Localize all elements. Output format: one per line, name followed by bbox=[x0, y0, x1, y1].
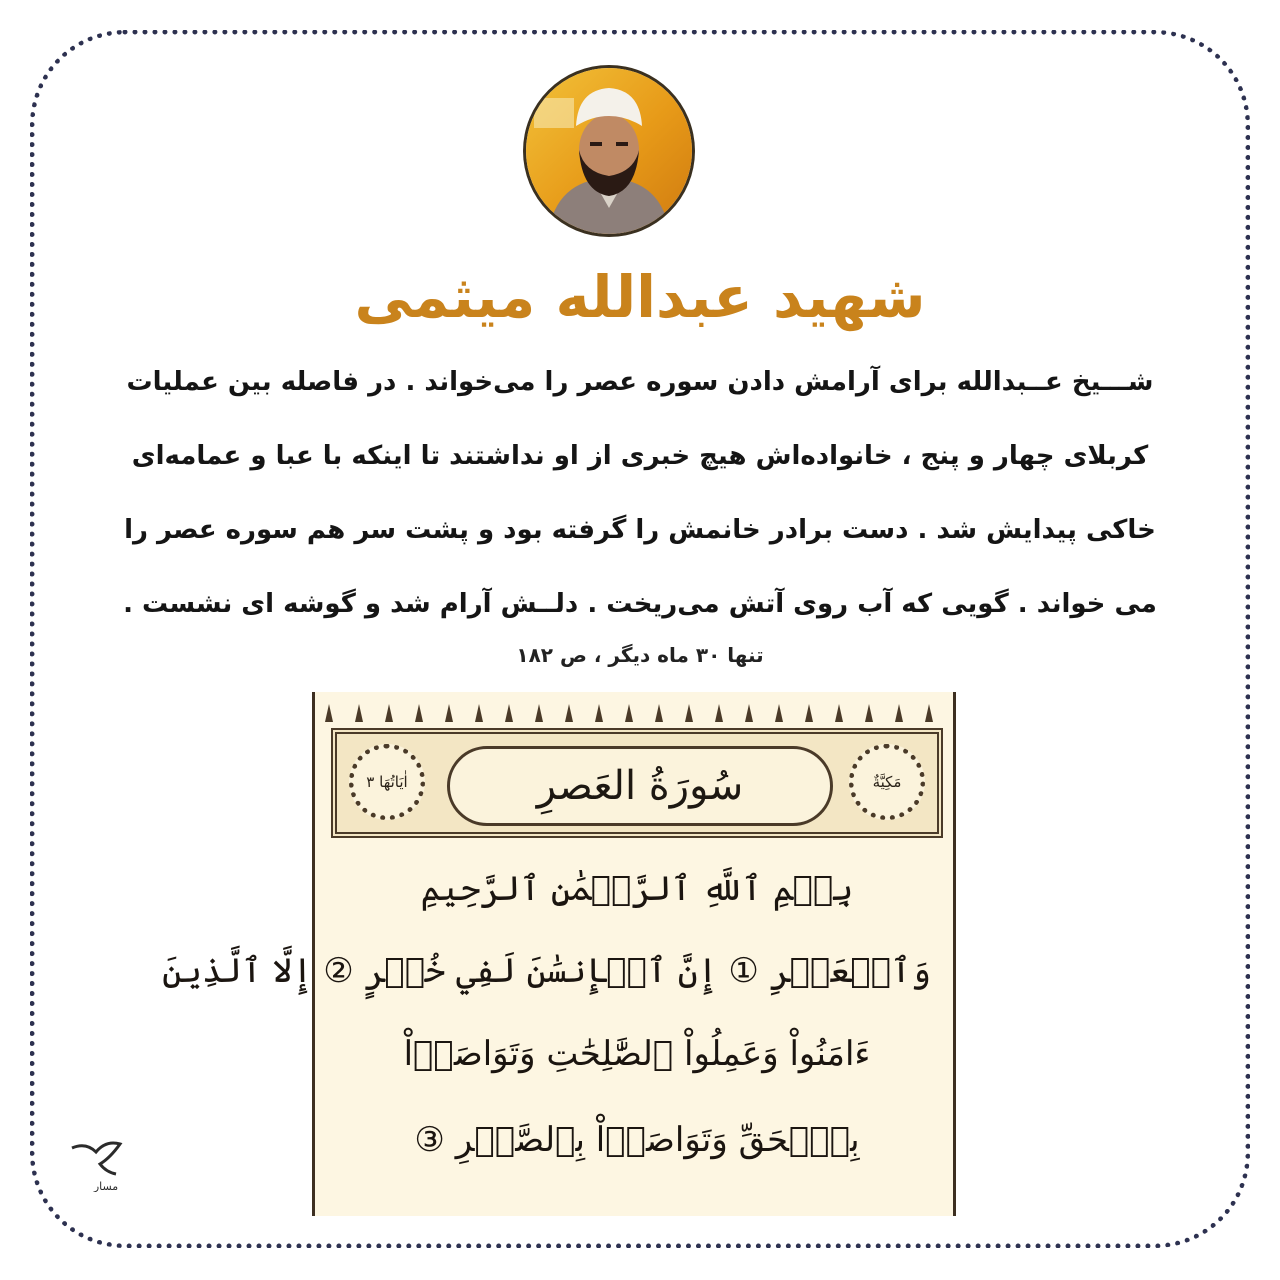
surah-header bbox=[331, 728, 943, 838]
book-source-citation: تنها ۳۰ ماه دیگر ، ص ۱۸۲ bbox=[516, 643, 764, 667]
verse-line: بِٱلۡحَقِّ وَتَوَاصَوۡاْ بِٱلصَّبۡرِ ③ bbox=[414, 1120, 860, 1160]
quran-page-image bbox=[162, 692, 956, 1216]
surah-title: سُورَةُ العَصرِ bbox=[447, 746, 833, 826]
meccan-rosette: مَكِيَّةٌ bbox=[849, 744, 925, 820]
martyr-name-title: شهید عبدالله میثمی bbox=[354, 263, 926, 331]
story-paragraph bbox=[112, 345, 1168, 641]
martyr-portrait bbox=[526, 68, 692, 234]
verse-line: وَٱلۡعَصۡرِ ① إِنَّ ٱلۡإِنسَٰنَ لَفِي خُسۡرٍ ② إِلَّا ٱلَّذِينَ bbox=[162, 951, 931, 991]
basmala-line: بِسۡمِ ٱللَّهِ ٱلرَّحۡمَٰنِ ٱلرَّحِيمِ bbox=[420, 869, 854, 909]
verse-line: ءَامَنُواْ وَعَمِلُواْ ٱلصَّٰلِحَٰتِ وَتَوَاصَوۡاْ bbox=[403, 1034, 871, 1074]
ornament-border bbox=[315, 696, 953, 726]
publisher-logo bbox=[66, 1138, 132, 1192]
verse-count-rosette: اٰيَاتُهَا ٣ bbox=[349, 744, 425, 820]
story-line: خاکی پیدایش شد . دست برادر خانمش را گرفته بود و پشت سر هم سوره عصر را bbox=[124, 515, 1156, 545]
story-line: می خواند . گویی که آب روی آتش می‌ریخت . دلــش آرام شد و گوشه ای نشست . bbox=[123, 589, 1157, 619]
story-line: کربلای چهار و پنج ، خانواده‌اش هیچ خبری از او نداشتند تا اینکه با عبا و عمامه‌ای bbox=[131, 441, 1149, 471]
story-line: شـــیخ عــبدالله برای آرامش دادن سوره عصر را می‌خواند . در فاصله بین عملیات bbox=[126, 367, 1154, 397]
logo-text: مسار bbox=[93, 1180, 119, 1192]
